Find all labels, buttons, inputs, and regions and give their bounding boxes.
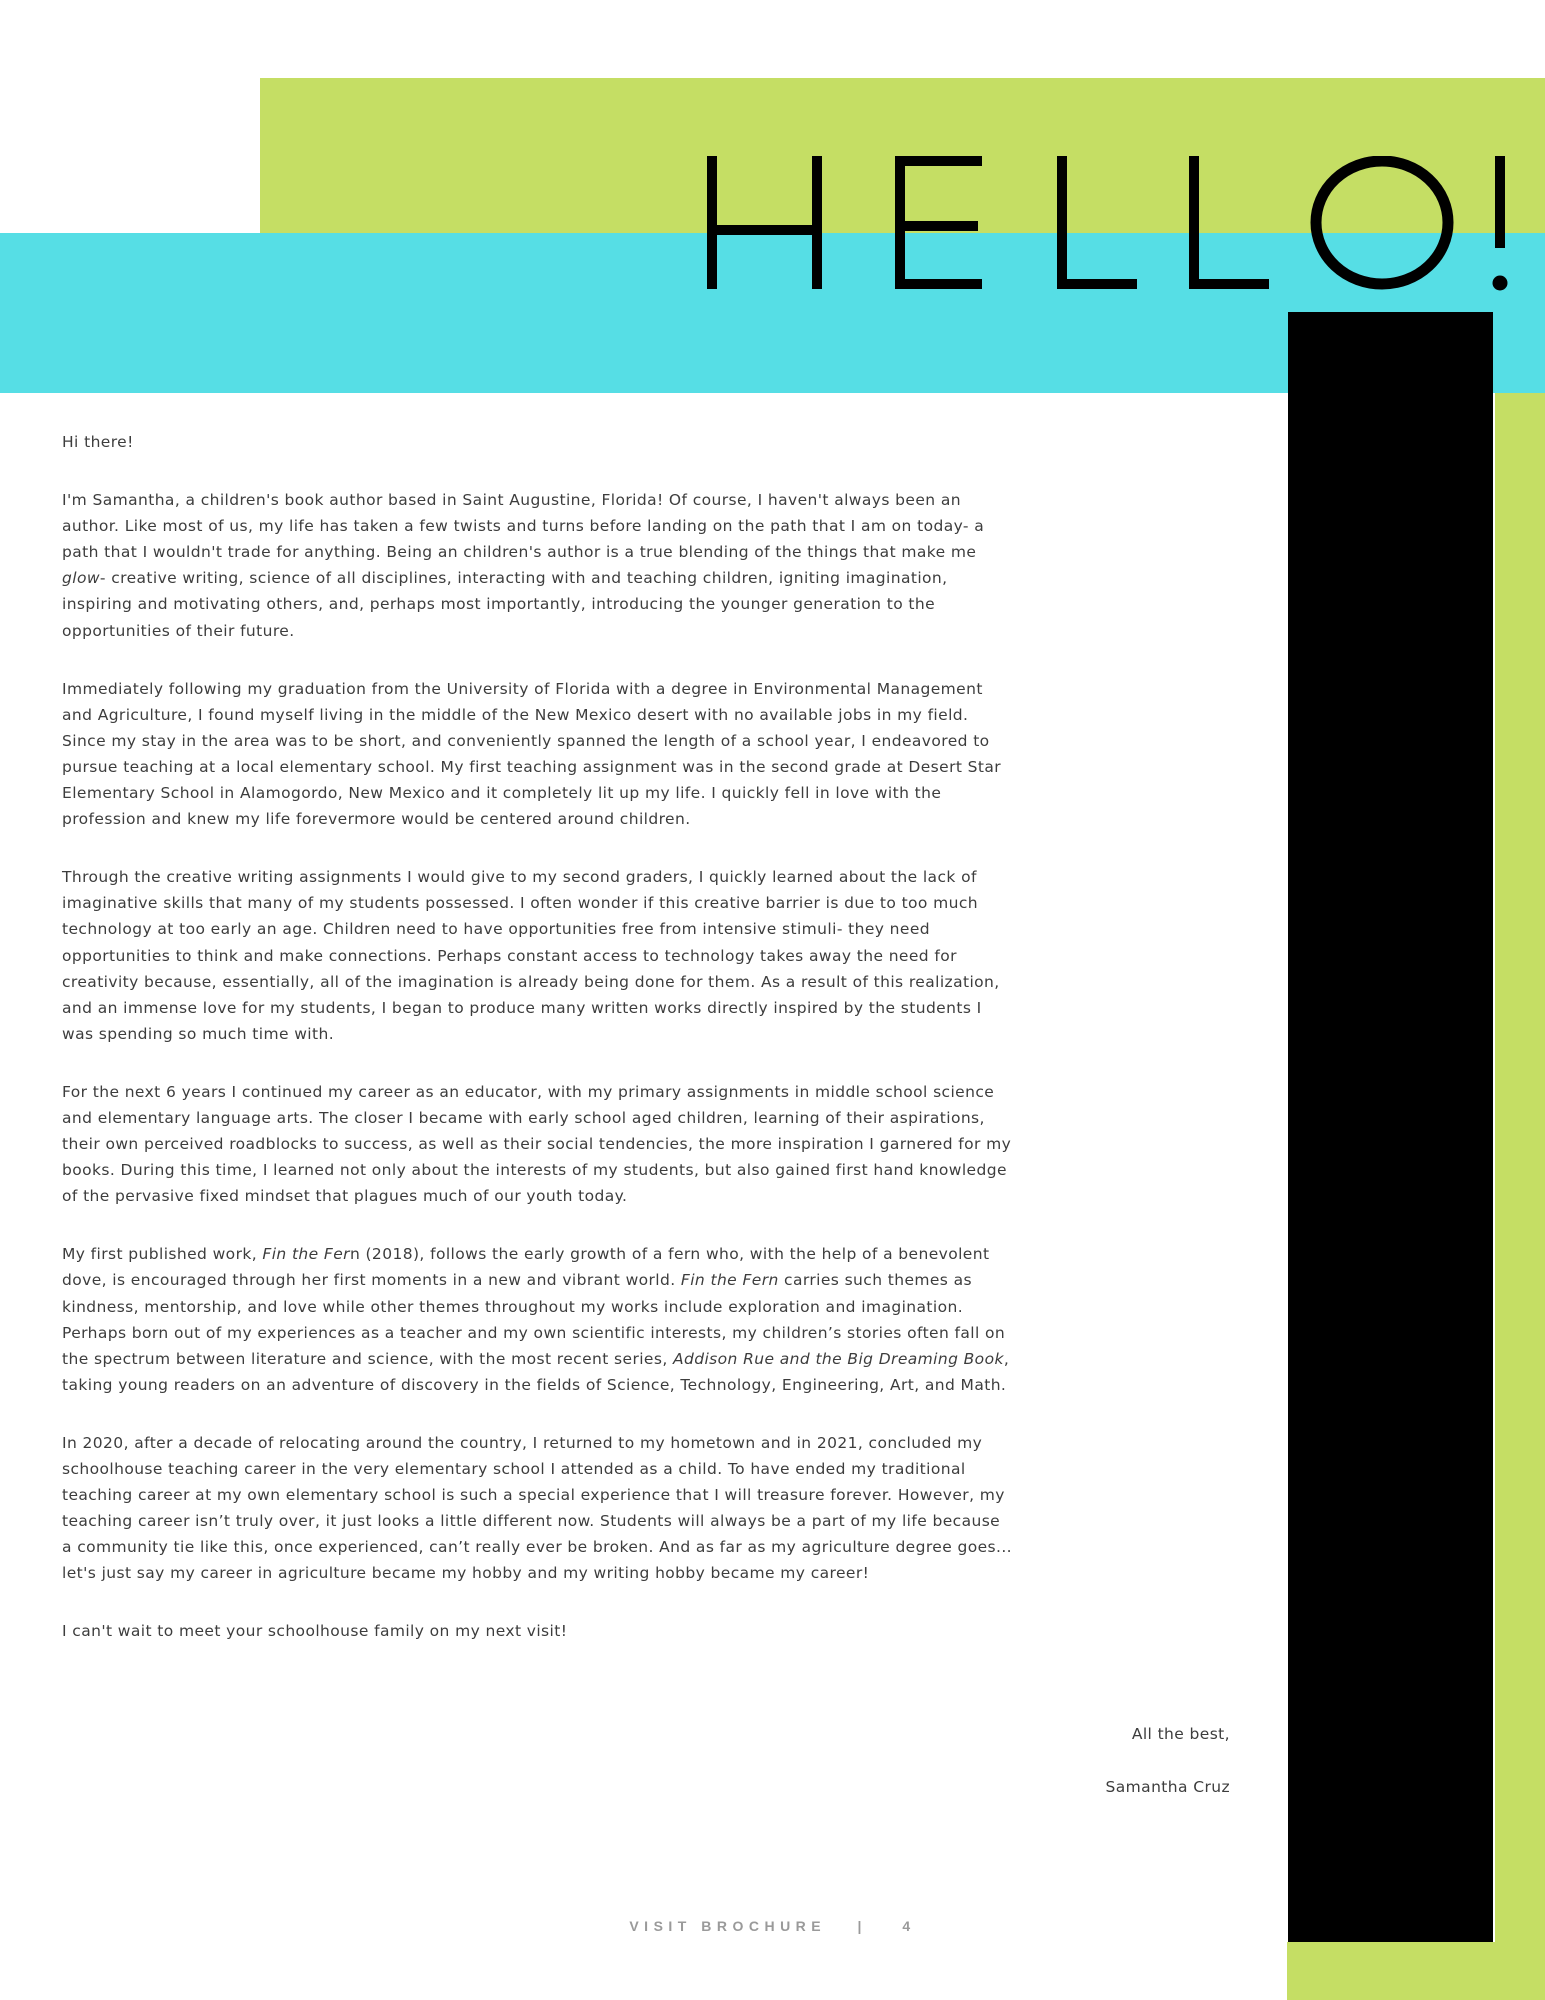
text-run: For the next 6 years I continued my career as an educator, with my primary assignments in middle school science and elementary language arts. The closer I became with early school aged children, learning of their aspirations, their own perceived roadblocks to success, as well as their social tendencies, the more inspiration I garnered for my books. During this time, I learned not only about the interests of my students, but also gained first hand knowledge of the pervasive fixed mindset that plagues much of our youth today. [62,1082,1012,1206]
italic-text-run: Addison Rue and the Big Dreaming Book [673,1349,1004,1368]
italic-text-run: Fin the Fer [262,1245,350,1264]
text-run: carries such themes as kindness, mentorship, and love while other themes throughout my works include exploration and imagination. Perhaps born out of my experiences as a teacher and my own scientific interests, my children’s stories often fall on the spectrum between literature and science, with the most recent series, [62,1271,1006,1368]
signature-name: Samantha Cruz [1105,1778,1230,1796]
black-sidebar-rectangle [1288,312,1493,1942]
signature-block [1106,1721,1230,1827]
body-paragraph [62,1079,1014,1209]
greeting-text: Hi there! [62,433,134,451]
letter-body [62,429,1014,1677]
body-paragraph [62,676,1014,833]
text-run: I'm Samantha, a children's book author based in Saint Augustine, Florida! Of course, I haven't always been an author. Like most of us, my life has taken a few twists and turns before landing on the path that I am on today- a path that I wouldn't trade for anything. Being an children's author is a true blending of the things that make me [62,491,985,562]
body-paragraph [62,1430,1014,1587]
body-paragraph [62,864,1014,1047]
footer [0,1918,1545,1934]
italic-text-run: Fin the Fern [680,1271,779,1290]
italic-text-run: glow [62,569,100,588]
body-paragraph [62,487,1014,644]
footer-separator: | [857,1918,867,1934]
text-run: I can't wait to meet your schoolhouse family on my next visit! [62,1622,568,1641]
bottom-right-green-rectangle [1287,1942,1545,2000]
text-run: n (2018), follows the early growth of a fern who, with the help of a benevolent dove, is encouraged through her first moments in a new and vibrant world. [62,1245,990,1290]
body-paragraph [62,1618,1014,1644]
footer-brochure-label: VISIT BROCHURE [629,1918,827,1934]
text-run: , taking young readers on an adventure of discovery in the fields of Science, Technology, Engineering, Art, and Math. [62,1349,1010,1394]
hello-headline [700,156,1515,301]
footer-page-number: 4 [902,1918,916,1934]
hello-headline-art [700,156,1515,301]
text-run: My first published work, [62,1245,263,1264]
text-run: - creative writing, science of all disciplines, interacting with and teaching children, igniting imagination, inspiring and motivating others, and, perhaps most importantly, introducing the younger generation to the opportunities of their future. [62,569,948,640]
signoff-text: All the best, [1131,1725,1230,1743]
body-paragraphs [62,487,1014,1644]
text-run: Immediately following my graduation from the University of Florida with a degree in Environmental Management and Agriculture, I found myself living in the middle of the New Mexico desert with no available jobs in my field. Since my stay in the area was to be short, and conveniently spanned the length of a school year, I endeavored to pursue teaching at a local elementary school. My first teaching assignment was in the second grade at Desert Star Elementary School in Alamogordo, New Mexico and it completely lit up my life. I quickly fell in love with the profession and knew my life forevermore would be centered around children. [62,679,1002,829]
right-green-strip [1495,393,1545,2000]
body-paragraph [62,1241,1014,1398]
text-run: In 2020, after a decade of relocating around the country, I returned to my hometown and in 2021, concluded my schoolhouse teaching career in the very elementary school I attended as a child. To have ended my traditional teaching career at my own elementary school is such a special experience that I will treasure forever. However, my teaching career isn’t truly over, it just looks a little different now. Students will always be a part of my life because a community tie like this, once experienced, can’t really ever be broken. And as far as my agriculture degree goes... let's just say my career in agriculture became my hobby and my writing hobby became my career! [62,1433,1012,1583]
text-run: Through the creative writing assignments I would give to my second graders, I quickly learned about the lack of imaginative skills that many of my students possessed. I often wonder if this creative barrier is due to too much technology at too early an age. Children need to have opportunities free from intensive stimuli- they need opportunities to think and make connections. Perhaps constant access to technology takes away the need for creativity because, essentially, all of the imagination is already being done for them. As a result of this realization, and an immense love for my students, I began to produce many written works directly inspired by the students I was spending so much time with. [62,868,1000,1043]
